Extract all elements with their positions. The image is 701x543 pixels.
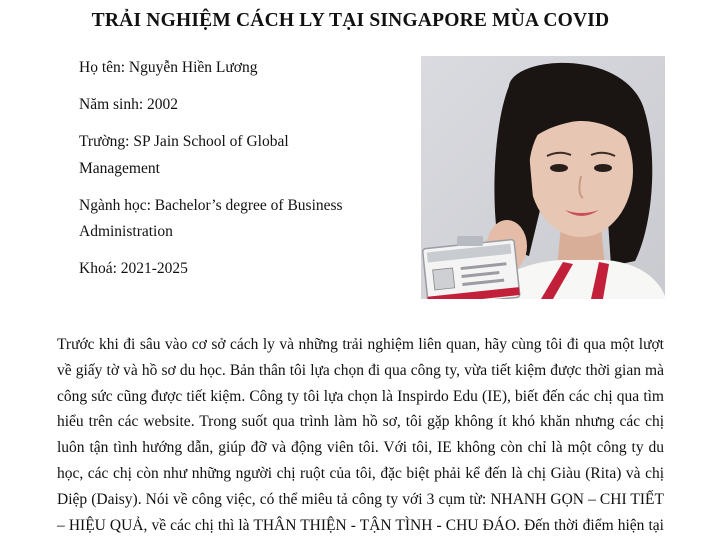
portrait-photo (421, 56, 665, 299)
paragraph-line: học, các chị còn như những người chị ruột của tôi, đặc biệt phải kể đến là chị Giàu (Rita) và chị (57, 464, 664, 482)
name-line: Họ tên: Nguyễn Hiền Lương (79, 59, 258, 76)
paragraph-line: công sức cũng được tiết kiệm. Công ty tôi lựa chọn là Inspirdo Edu (IE), biết đến các chị qua tìm (57, 387, 664, 405)
school-line-1: Trường: SP Jain School of Global (79, 133, 289, 150)
major-line (79, 193, 399, 246)
major-line-2: Administration (79, 223, 173, 240)
paragraph-line: – HIỆU QUẢ, về các chị thì là THÂN THIỆN - TẬN TÌNH - CHU ĐÁO. Đến thời điểm hiện tại (57, 516, 664, 534)
paragraph-line: luôn tận tình hướng dẫn, giúp đỡ và động viên tôi. Với tôi, IE không còn chỉ là một công ty du (57, 439, 664, 457)
right-eye (594, 164, 612, 172)
id-card (422, 239, 520, 299)
birth-year-line: Năm sinh: 2002 (79, 96, 179, 113)
portrait-illustration (421, 56, 665, 299)
school-line (79, 129, 399, 182)
paragraph-line: hiểu trên các website. Trong suốt qua trình làm hồ sơ, tôi gặp không ít khó khăn nhưng các chị (57, 413, 664, 431)
profile-info (79, 55, 399, 293)
card-clip (457, 236, 483, 246)
left-eye (550, 164, 568, 172)
school-line-2: Management (79, 159, 160, 177)
paragraph-line: Diệp (Daisy). Nói về công việc, có thể miêu tả công ty với 3 cụm từ: NHANH GỌN – CHI TIẾT (57, 490, 664, 508)
paragraph-line: về giấy tờ và hồ sơ du học. Bản thân tôi lựa chọn đi qua công ty, vừa tiết kiệm được thời gian mà (57, 361, 664, 379)
paragraph-line: Trước khi đi sâu vào cơ sở cách ly và những trải nghiệm liên quan, hãy cùng tôi đi qua một lượt (57, 336, 664, 353)
body-paragraph (57, 332, 664, 538)
document-title: TRẢI NGHIỆM CÁCH LY TẠI SINGAPORE MÙA COVID (91, 10, 610, 31)
course-line: Khoá: 2021-2025 (79, 260, 188, 277)
major-line-1: Ngành học: Bachelor’s degree of Business (79, 196, 343, 214)
